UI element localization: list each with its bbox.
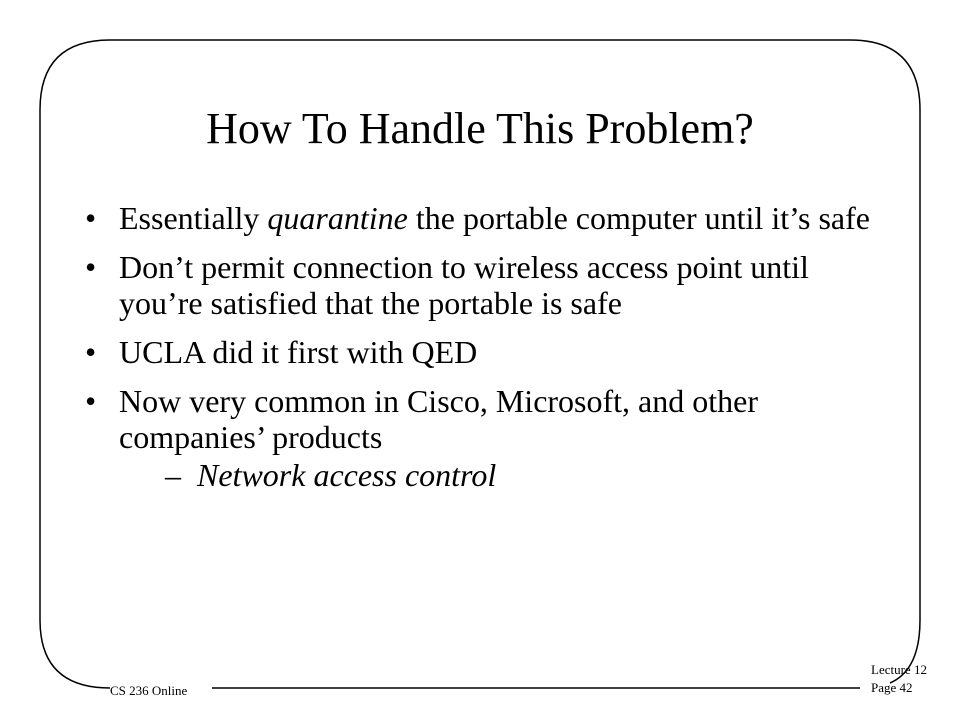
- bullet-text: the portable computer until it’s safe: [407, 200, 870, 236]
- bullet-text: Now very common in Cisco, Microsoft, and other companies’ products: [119, 383, 758, 455]
- bullet-dot-icon: •: [85, 334, 97, 370]
- footer-page: Page 42: [871, 680, 913, 695]
- sub-bullet-text: Network access control: [197, 457, 497, 493]
- bullet-text: Essentially: [119, 200, 268, 236]
- frame-right-edge: [890, 110, 920, 683]
- bullet-item: [85, 334, 885, 370]
- footer-lecture: Lecture 12: [871, 662, 927, 677]
- bullet-item: [85, 249, 885, 321]
- footer-course: CS 236 Online: [110, 683, 188, 698]
- slide-title: How To Handle This Problem?: [206, 104, 754, 153]
- bullet-item: [85, 383, 885, 493]
- bullet-item: [85, 200, 885, 236]
- bullet-emphasis-text: quarantine: [267, 200, 408, 236]
- dash-icon: –: [165, 457, 181, 493]
- footer-lecture-page: [871, 661, 927, 697]
- bullet-dot-icon: •: [85, 249, 97, 285]
- bullet-text: UCLA did it first with QED: [119, 334, 478, 370]
- bullet-list: [85, 200, 885, 506]
- sub-bullet-item: [119, 457, 885, 493]
- bullet-text: Don’t permit connection to wireless access point until you’re satisfied that the portable is safe: [119, 249, 809, 321]
- frame-top-edge: [40, 40, 920, 110]
- bullet-dot-icon: •: [85, 383, 97, 419]
- bullet-dot-icon: •: [85, 200, 97, 236]
